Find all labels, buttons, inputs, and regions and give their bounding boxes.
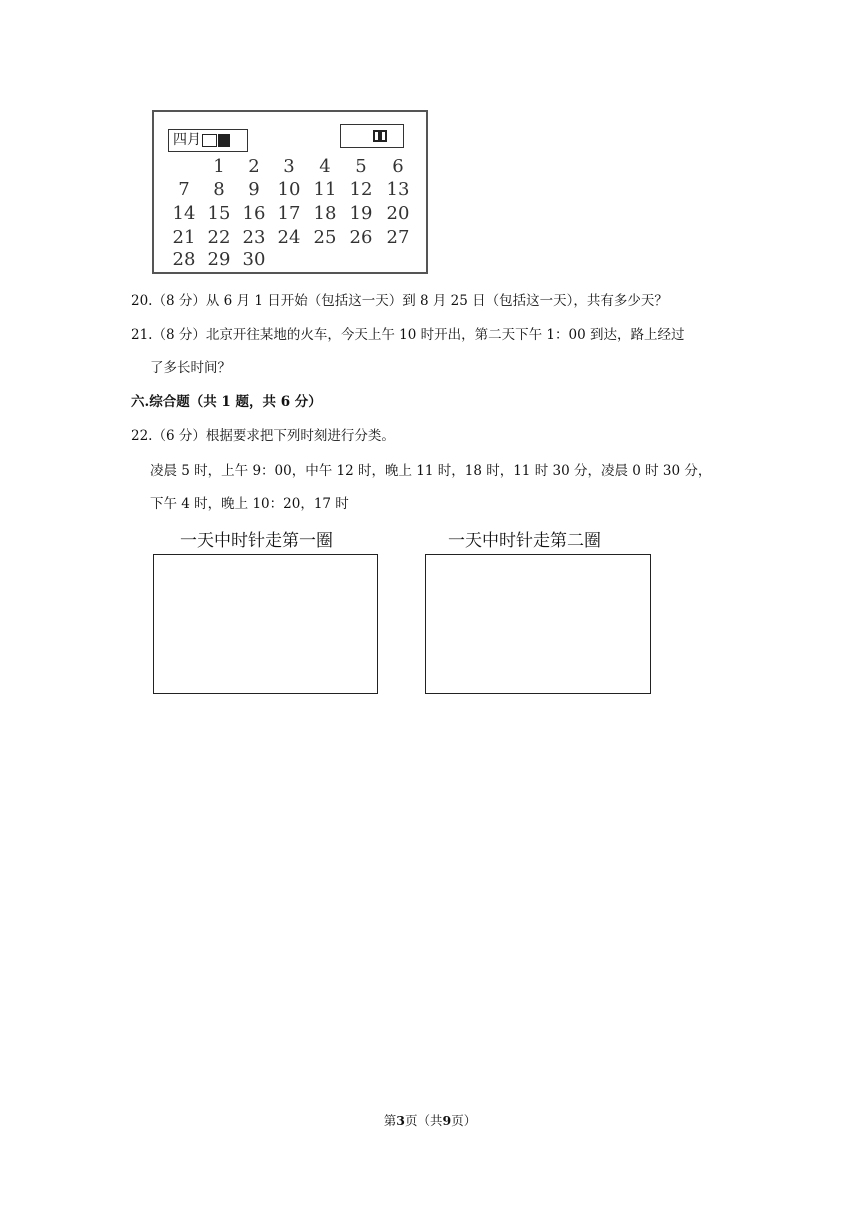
first-circle-title: 一天中时针走第一圈 <box>180 531 333 551</box>
blank-box-icon <box>218 134 230 147</box>
first-circle-answer-box <box>153 554 378 694</box>
footer-total-pages: 9 <box>442 1113 452 1128</box>
calendar-day: 20 <box>386 203 410 224</box>
calendar-day: 9 <box>248 179 260 200</box>
calendar-day: 23 <box>242 227 266 248</box>
calendar-day: 14 <box>172 203 196 224</box>
section-6-heading: 六.综合题（共 1 题，共 6 分） <box>131 394 322 410</box>
calendar-day: 24 <box>277 227 301 248</box>
question-21-line-1: 21.（8 分）北京开往某地的火车，今天上午 10 时开出，第二天下午 1：00 到达，路上经过 <box>131 327 685 343</box>
calendar-day: 26 <box>349 227 373 248</box>
april-calendar <box>152 110 428 274</box>
calendar-day: 5 <box>355 156 367 177</box>
footer-middle: 页（共 <box>404 1113 443 1128</box>
calendar-day: 13 <box>386 179 410 200</box>
blank-box-icon <box>202 134 217 147</box>
question-21-line-2: 了多长时间？ <box>150 360 231 376</box>
calendar-day: 27 <box>386 227 410 248</box>
calendar-day: 7 <box>178 179 190 200</box>
calendar-day: 21 <box>172 227 196 248</box>
calendar-day: 6 <box>392 156 404 177</box>
calendar-day: 2 <box>248 156 260 177</box>
question-22: 22.（6 分）根据要求把下列时刻进行分类。 <box>131 428 395 444</box>
calendar-day: 19 <box>349 203 373 224</box>
question-22-times-line-2: 下午 4 时，晚上 10：20，17 时 <box>150 496 349 512</box>
footer-page-number: 3 <box>396 1113 405 1128</box>
calendar-day: 29 <box>207 249 231 270</box>
calendar-day: 30 <box>242 249 266 270</box>
calendar-day: 22 <box>207 227 231 248</box>
footer-prefix: 第 <box>383 1113 397 1128</box>
page-footer <box>0 1111 860 1129</box>
calendar-day: 25 <box>313 227 337 248</box>
calendar-day: 12 <box>349 179 373 200</box>
calendar-day: 8 <box>213 179 225 200</box>
calendar-month-box <box>168 129 248 152</box>
calendar-day: 1 <box>213 156 225 177</box>
calendar-day: 17 <box>277 203 301 224</box>
calendar-day: 15 <box>207 203 231 224</box>
second-circle-answer-box <box>425 554 651 694</box>
calendar-day: 28 <box>172 249 196 270</box>
calendar-day: 3 <box>283 156 295 177</box>
calendar-day: 10 <box>277 179 301 200</box>
calendar-day: 11 <box>313 179 337 200</box>
footer-suffix: 页） <box>451 1113 477 1128</box>
question-22-times-line-1: 凌晨 5 时，上午 9：00，中午 12 时，晚上 11 时，18 时，11 时 30 分，凌晨 0 时 30 分， <box>150 463 712 479</box>
blank-box-icon <box>373 130 387 142</box>
calendar-day: 16 <box>242 203 266 224</box>
calendar-month-label: 四月 <box>173 132 201 148</box>
calendar-day: 4 <box>319 156 331 177</box>
calendar-year-box <box>340 124 404 148</box>
second-circle-title: 一天中时针走第二圈 <box>448 531 601 551</box>
calendar-day: 18 <box>313 203 337 224</box>
question-20: 20.（8 分）从 6 月 1 日开始（包括这一天）到 8 月 25 日（包括这一天），共有多少天？ <box>131 293 668 309</box>
